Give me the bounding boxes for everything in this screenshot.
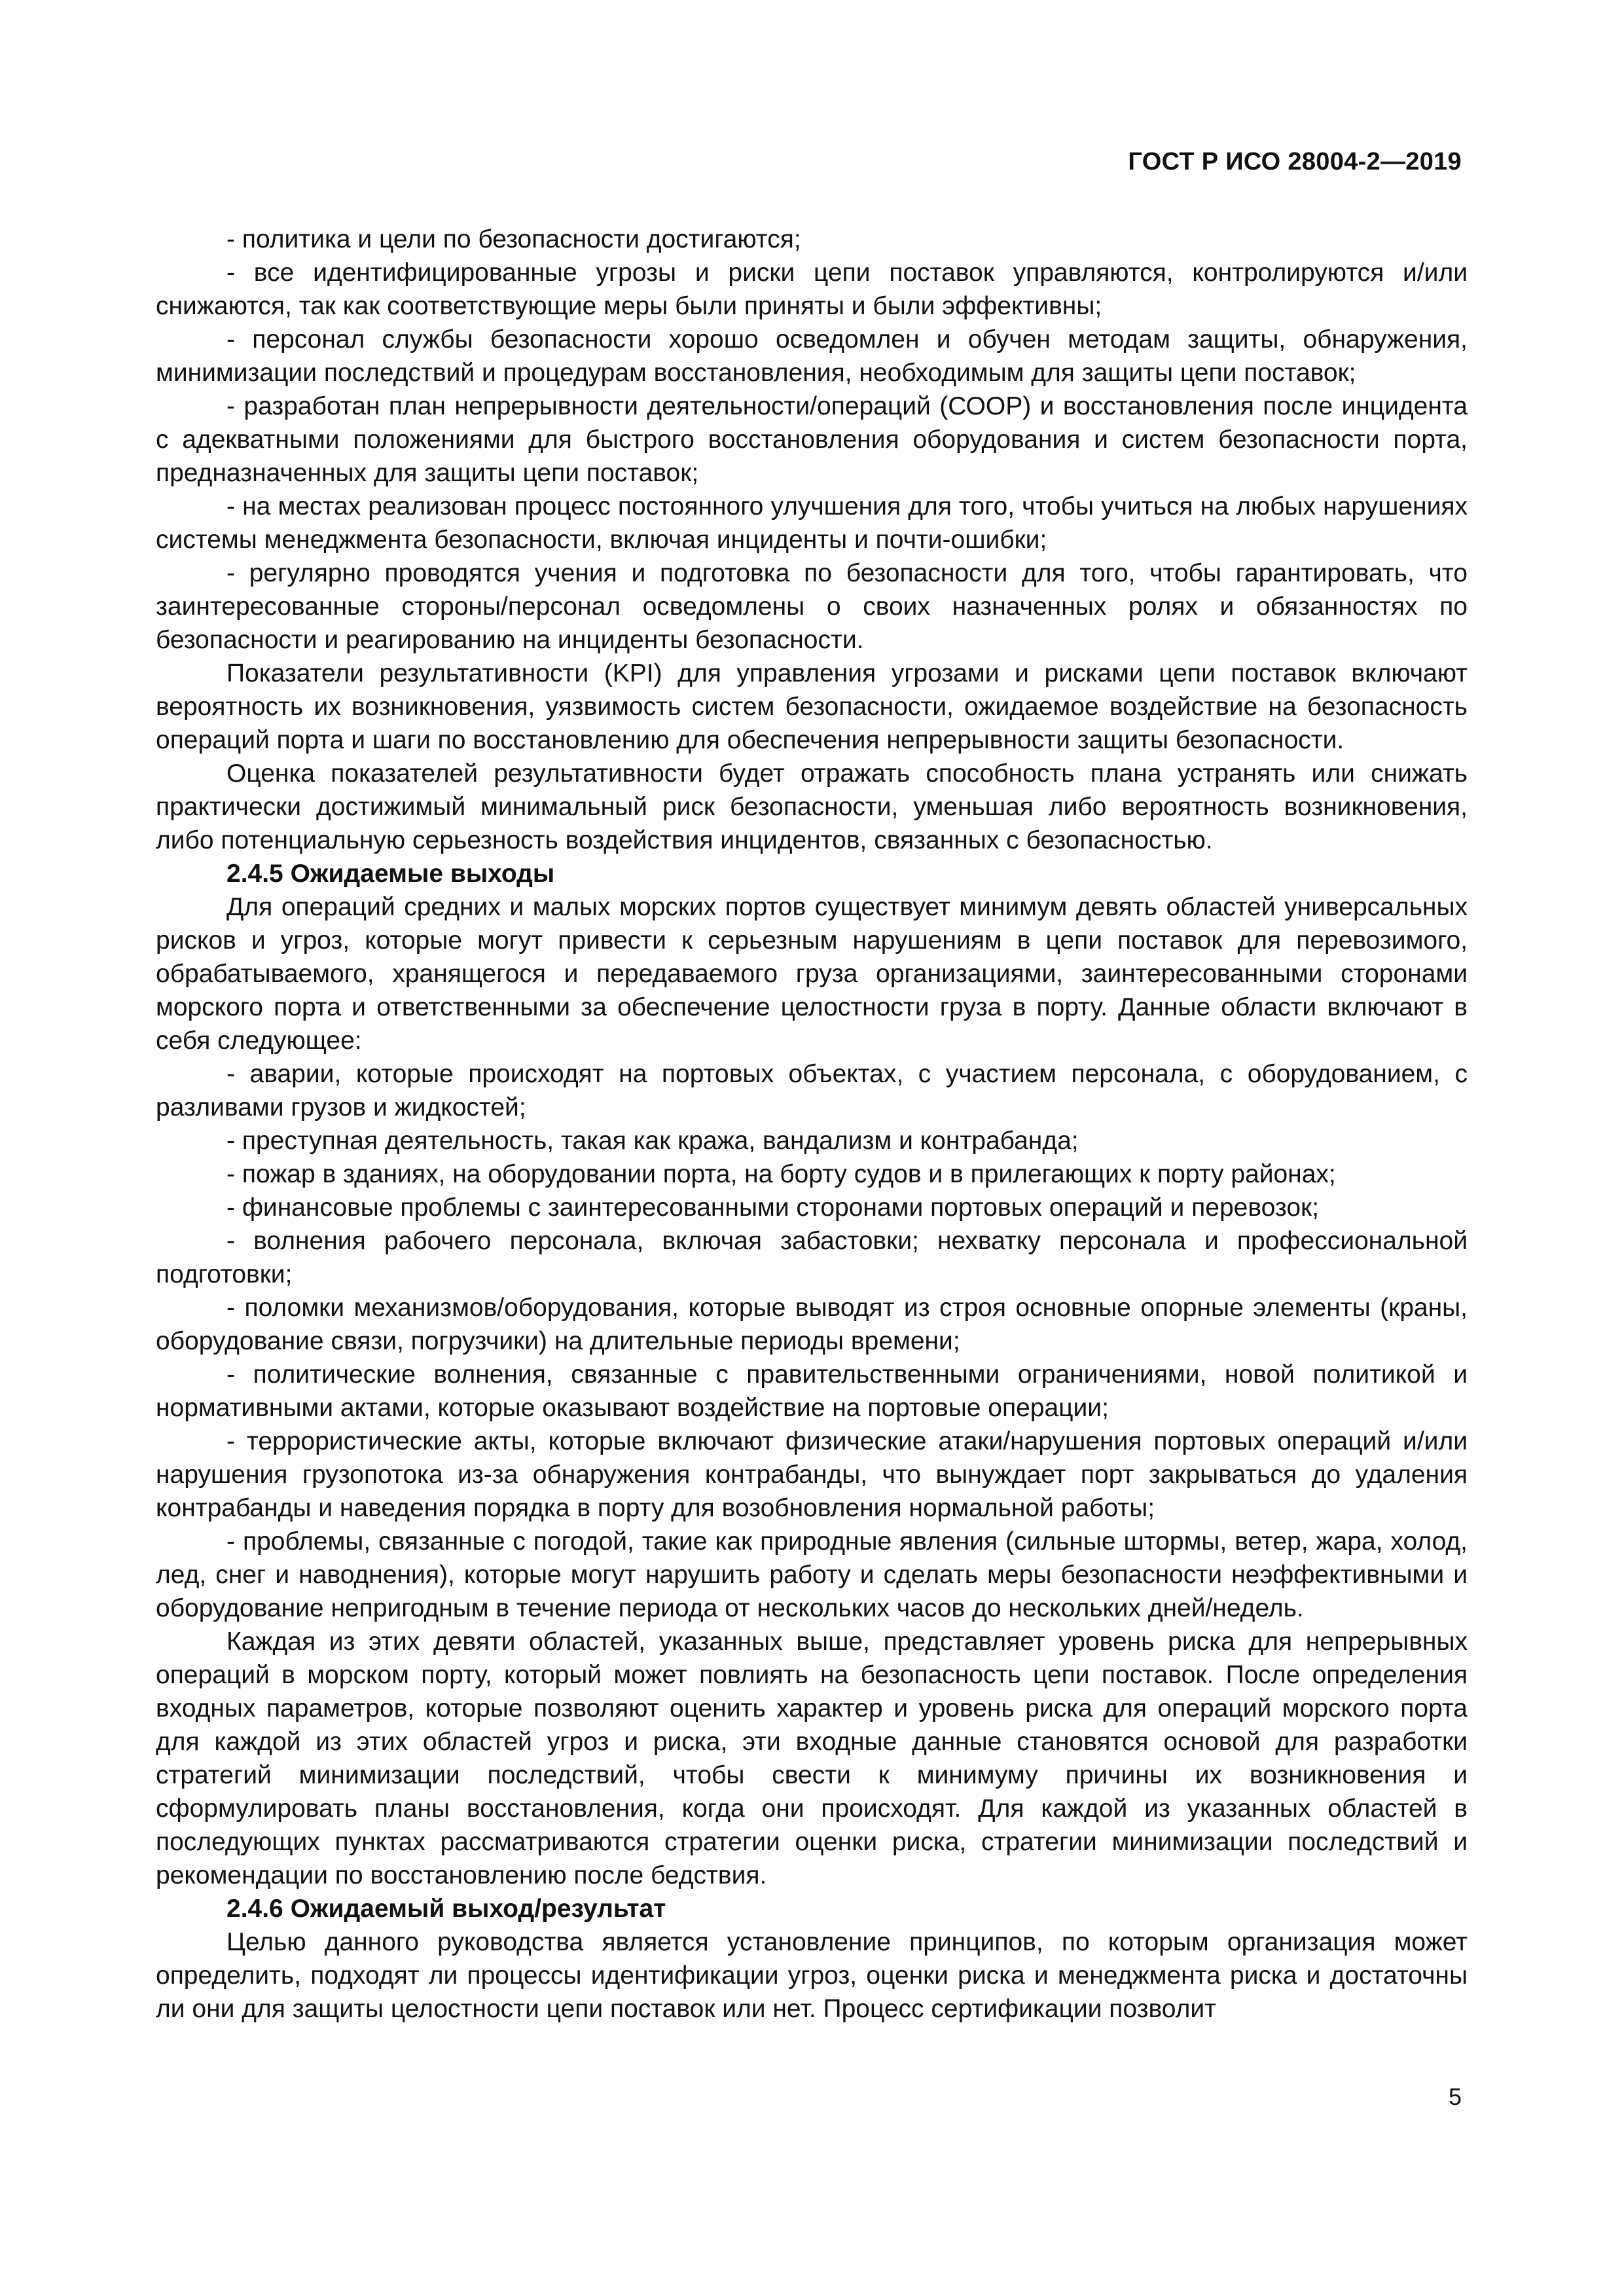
list-item: - разработан план непрерывности деятельности/операций (СООР) и восстановления после инцидента с адекватными положениями для быстрого восстановления оборудования и систем безопасности порта, предназначенных для защиты цепи поставок; xyxy=(156,392,1468,487)
list-item: - политические волнения, связанные с правительственными ограничениями, новой политикой и нормативными актами, которые оказывают воздействие на портовые операции; xyxy=(156,1360,1468,1422)
document-body xyxy=(156,223,1468,2026)
list-item: - финансовые проблемы с заинтересованными сторонами портовых операций и перевозок; xyxy=(226,1194,1319,1222)
section-heading-2-4-5: 2.4.5 Ожидаемые выходы xyxy=(226,860,555,888)
list-item: - проблемы, связанные с погодой, такие как природные явления (сильные штормы, ветер, жара, холод, лед, снег и наводнения), которые могут нарушить работу и сделать меры безопасности неэффективными и оборудование непригодным в течение периода от нескольких часов до нескольких дней/недель. xyxy=(156,1527,1468,1622)
list-item: - волнения рабочего персонала, включая забастовки; нехватку персонала и профессиональной подготовки; xyxy=(156,1227,1468,1288)
list-item: - персонал службы безопасности хорошо осведомлен и обучен методам защиты, обнаружения, минимизации последствий и процедурам восстановления, необходимым для защиты цепи поставок; xyxy=(156,325,1468,387)
page-header-standard: ГОСТ Р ИСО 28004-2—2019 xyxy=(1128,148,1462,175)
list-item: - пожар в зданиях, на оборудовании порта, на борту судов и в прилегающих к порту районах; xyxy=(226,1160,1336,1188)
paragraph-kpi-evaluation: Оценка показателей результативности будет отражать способность плана устранять или снижать практически достижимый минимальный риск безопасности, уменьшая либо вероятность возникновения, либо потенциальную серьезность воздействия инцидентов, связанных с безопасностью. xyxy=(156,759,1468,854)
paragraph-nine-areas: Каждая из этих девяти областей, указанных выше, представляет уровень риска для непрерывных операций в морском порту, который может повлиять на безопасность цепи поставок. После определения входных параметров, которые позволяют оценить характер и уровень риска для операций морского порта для каждой из этих областей угроз и риска, эти входные данные становятся основой для разработки стратегий минимизации последствий, чтобы свести к минимуму причины их возникновения и сформулировать планы восстановления, когда они происходят. Для каждой из указанных областей в последующих пунктах рассматриваются стратегии оценки риска, стратегии минимизации последствий и рекомендации по восстановлению после бедствия. xyxy=(156,1628,1468,1889)
paragraph-guide-purpose: Целью данного руководства является установление принципов, по которым организация может определить, подходят ли процессы идентификации угроз, оценки риска и менеджмента риска и достаточны ли они для защиты целостности цепи поставок или нет. Процесс сертификации позволит xyxy=(156,1928,1468,2023)
paragraph-risk-areas-intro: Для операций средних и малых морских портов существует минимум девять областей универсальных рисков и угроз, которые могут привести к серьезным нарушениям в цепи поставок для перевозимого, обрабатываемого, хранящегося и передаваемого груза организациями, заинтересованными сторонами морского порта и ответственными за обеспечение целостности груза в порту. Данные области включают в себя следующее: xyxy=(156,893,1468,1055)
list-item: - поломки механизмов/оборудования, которые выводят из строя основные опорные элементы (краны, оборудование связи, погрузчики) на длительные периоды времени; xyxy=(156,1294,1468,1355)
section-heading-2-4-6: 2.4.6 Ожидаемый выход/результат xyxy=(226,1895,666,1923)
list-item: - регулярно проводятся учения и подготовка по безопасности для того, чтобы гарантировать, что заинтересованные стороны/персонал осведомлены о своих назначенных ролях и обязанностях по безопасности и реагированию на инциденты безопасности. xyxy=(156,559,1468,654)
list-item: - на местах реализован процесс постоянного улучшения для того, чтобы учиться на любых нарушениях системы менеджмента безопасности, включая инциденты и почти-ошибки; xyxy=(156,492,1468,554)
list-item: - политика и цели по безопасности достигаются; xyxy=(226,225,801,253)
list-item: - аварии, которые происходят на портовых объектах, с участием персонала, с оборудованием, с разливами грузов и жидкостей; xyxy=(156,1060,1468,1121)
paragraph-kpi: Показатели результативности (KPI) для управления угрозами и рисками цепи поставок включают вероятность их возникновения, уязвимость систем безопасности, ожидаемое воздействие на безопасность операций порта и шаги по восстановлению для обеспечения непрерывности защиты безопасности. xyxy=(156,659,1468,754)
list-item: - террористические акты, которые включают физические атаки/нарушения портовых операций и/или нарушения грузопотока из-за обнаружения контрабанды, что вынуждает порт закрываться до удаления контрабанды и наведения порядка в порту для возобновления нормальной работы; xyxy=(156,1427,1468,1522)
list-item: - преступная деятельность, такая как кража, вандализм и контрабанда; xyxy=(226,1127,1079,1155)
list-item: - все идентифицированные угрозы и риски цепи поставок управляются, контролируются и/или снижаются, так как соответствующие меры были приняты и были эффективны; xyxy=(156,259,1468,320)
page-number: 5 xyxy=(1448,2083,1462,2110)
